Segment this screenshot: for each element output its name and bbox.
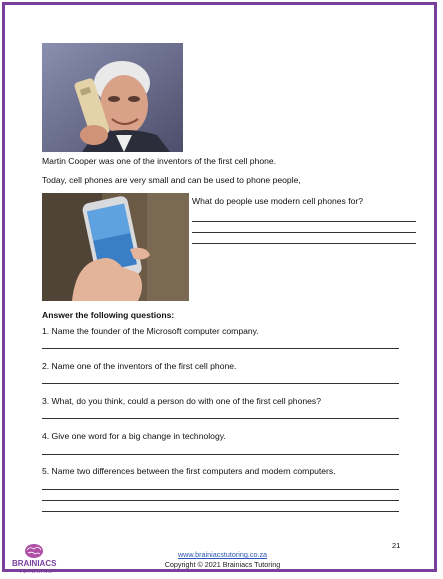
answer-line[interactable] <box>42 383 399 384</box>
martin-cooper-photo <box>42 43 183 152</box>
answer-line[interactable] <box>42 489 399 490</box>
svg-text:BRAINIACS: BRAINIACS <box>12 559 57 568</box>
modern-phone-photo <box>42 193 189 301</box>
svg-text:TUTORING: TUTORING <box>19 569 54 574</box>
answer-line[interactable] <box>42 454 399 455</box>
question-1: 1. Name the founder of the Microsoft computer company. <box>42 326 259 336</box>
answer-line[interactable] <box>42 511 399 512</box>
answer-line[interactable] <box>42 500 399 501</box>
answer-line[interactable] <box>42 348 399 349</box>
answer-line[interactable] <box>192 232 416 233</box>
questions-heading: Answer the following questions: <box>42 310 175 320</box>
question-4: 4. Give one word for a big change in technology. <box>42 431 226 441</box>
question-2: 2. Name one of the inventors of the first cell phone. <box>42 361 237 371</box>
worksheet-page <box>2 2 437 572</box>
question-3: 3. What, do you think, could a person do with one of the first cell phones? <box>42 396 321 406</box>
side-question: What do people use modern cell phones for? <box>192 196 364 206</box>
today-caption: Today, cell phones are very small and can be used to phone people, <box>42 175 301 185</box>
website-link[interactable]: www.brainiacstutoring.co.za <box>177 550 268 559</box>
answer-line[interactable] <box>192 243 416 244</box>
page-number: 21 <box>392 541 401 550</box>
question-5: 5. Name two differences between the first computers and modern computers. <box>42 466 336 476</box>
answer-line[interactable] <box>42 418 399 419</box>
cooper-caption: Martin Cooper was one of the inventors of the first cell phone. <box>42 156 277 166</box>
answer-line[interactable] <box>192 221 416 222</box>
copyright-text: Copyright © 2021 Brainiacs Tutoring <box>164 560 281 569</box>
